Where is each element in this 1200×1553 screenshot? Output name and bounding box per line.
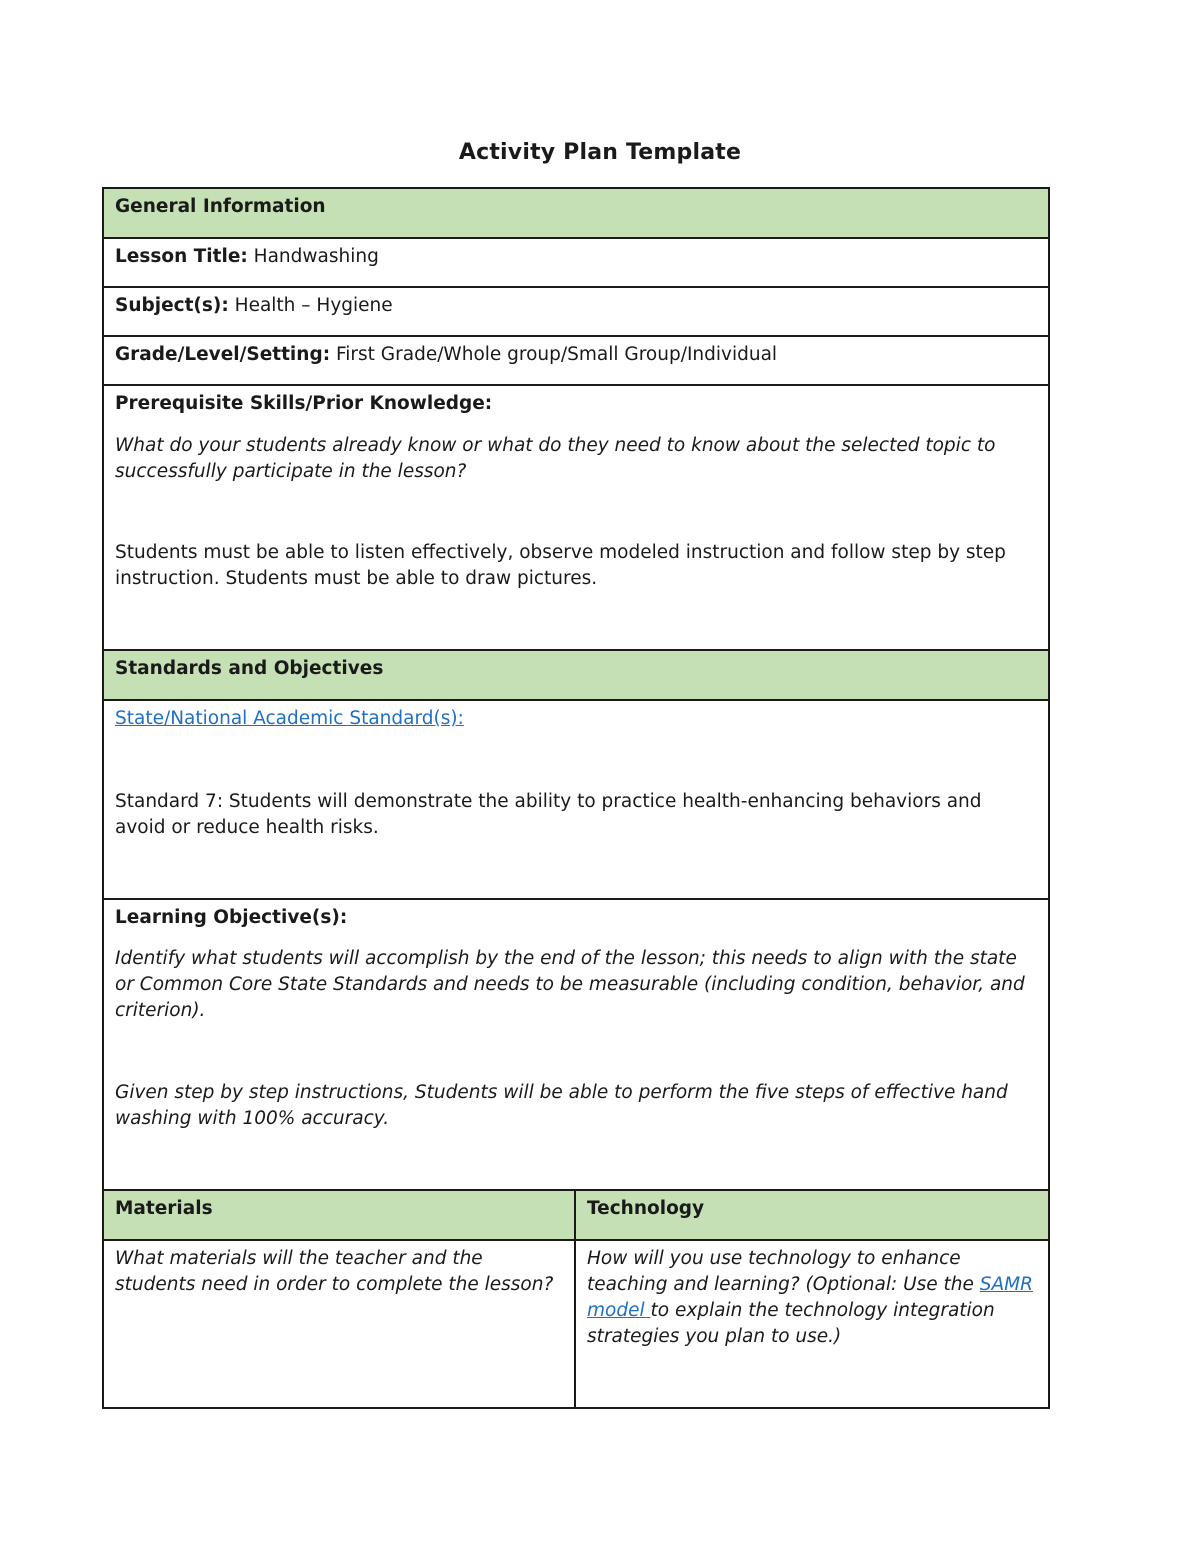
learning-objectives-cell (103, 899, 1049, 1190)
prerequisite-skills-label: Prerequisite Skills/Prior Knowledge: (115, 393, 493, 414)
samr-model-link[interactable]: SAMR model (587, 1274, 1033, 1321)
learning-objectives-label: Learning Objective(s): (115, 907, 348, 928)
prerequisite-skills-prompt: What do your students already know or what do they need to know about the selected topic to successfully participate in the lesson? (115, 435, 996, 482)
general-information-header (103, 188, 1049, 238)
page-title: Activity Plan Template (458, 140, 742, 165)
materials-prompt: What materials will the teacher and the students need in order to complete the lesson? (115, 1248, 554, 1295)
learning-objectives-prompt: Identify what students will accomplish by the end of the lesson; this needs to align with the state or Common Core State Standards and needs to be measurable (including condition, behavior, and criterion). (115, 948, 1025, 1021)
general-information-label: General Information (115, 196, 326, 217)
prerequisite-skills-answer: Students must be able to listen effectively, observe modeled instruction and follow step by step instruction. Students must be able to draw pictures. (115, 542, 1006, 589)
standard-7-text: Standard 7: Students will demonstrate the ability to practice health-enhancing behaviors and avoid or reduce health risks. (115, 791, 982, 838)
standards-objectives-header (103, 650, 1049, 700)
technology-prompt-start: How will you use technology to enhance teaching and learning? (Optional: Use the (587, 1248, 980, 1295)
activity-plan-table (102, 187, 1050, 1409)
standards-objectives-label: Standards and Objectives (115, 658, 384, 679)
grade-level-setting-value: First Grade/Whole group/Small Group/Individual (335, 344, 778, 365)
lesson-title-row (103, 238, 1049, 287)
technology-prompt-end: to explain the technology integration strategies you plan to use.) (587, 1300, 995, 1347)
technology-cell (575, 1240, 1049, 1408)
subjects-row (103, 287, 1049, 336)
subjects-value: Health – Hygiene (234, 295, 393, 316)
materials-label: Materials (115, 1198, 213, 1219)
prerequisite-skills-cell (103, 385, 1049, 650)
materials-header (103, 1190, 575, 1240)
technology-header (575, 1190, 1049, 1240)
grade-level-setting-row (103, 336, 1049, 385)
grade-level-setting-label: Grade/Level/Setting: (115, 344, 331, 365)
lesson-title-value: Handwashing (253, 246, 379, 267)
subjects-label: Subject(s): (115, 295, 229, 316)
lesson-title-label: Lesson Title: (115, 246, 248, 267)
materials-cell (103, 1240, 575, 1408)
technology-prompt (587, 1246, 1037, 1350)
learning-objectives-answer: Given step by step instructions, Students will be able to perform the five steps of effective hand washing with 100% accuracy. (115, 1082, 1008, 1129)
academic-standards-link[interactable]: State/National Academic Standard(s): (115, 708, 464, 729)
technology-label: Technology (587, 1198, 705, 1219)
academic-standards-cell (103, 700, 1049, 899)
